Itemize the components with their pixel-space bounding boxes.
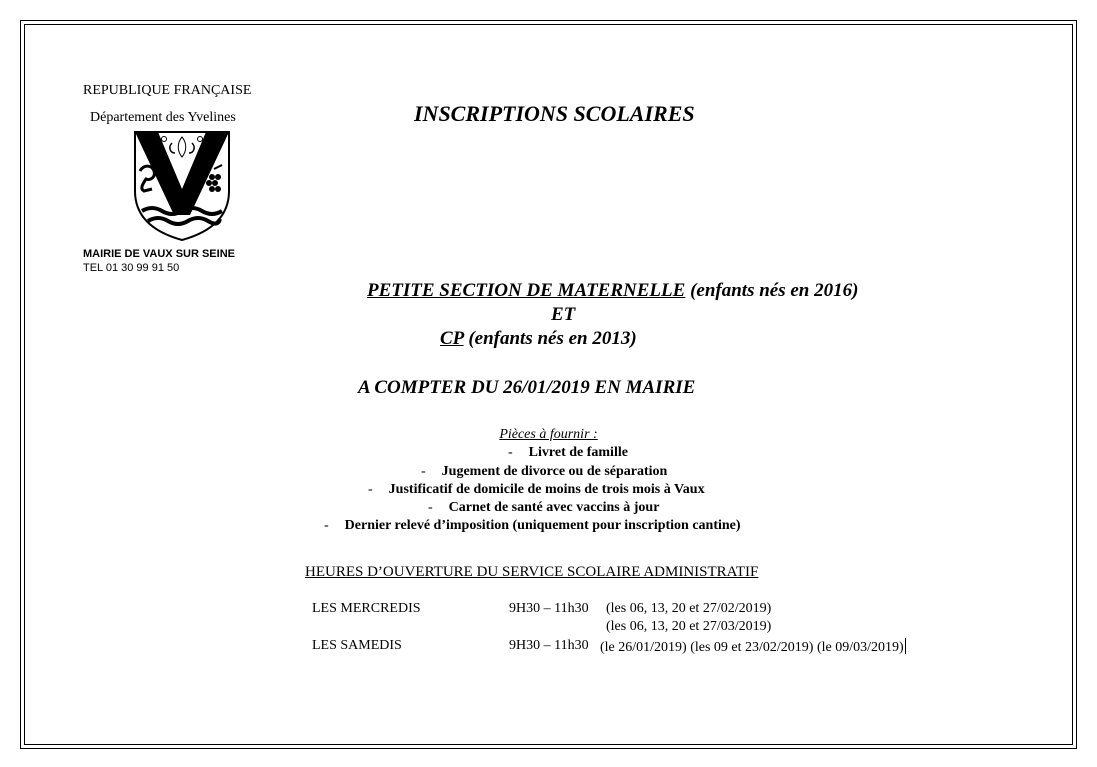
republic-label: REPUBLIQUE FRANÇAISE (83, 83, 252, 98)
documents-heading: Pièces à fournir : (499, 427, 598, 442)
saturday-time: 9H30 – 11h30 (509, 638, 589, 653)
saturday-dates-line (600, 638, 906, 656)
document-label: Carnet de santé avec vaccins à jour (448, 500, 660, 515)
cp-detail: (enfants nés en 2013) (463, 328, 637, 349)
ps-label: PETITE SECTION DE MATERNELLE (367, 280, 686, 301)
wednesday-label: LES MERCREDIS (312, 601, 421, 616)
document-item (428, 500, 659, 516)
text-cursor (905, 638, 906, 654)
hours-heading: HEURES D’OUVERTURE DU SERVICE SCOLAIRE ADMINISTRATIF (305, 564, 759, 580)
bullet-dash: - (324, 518, 329, 533)
document-item (368, 482, 705, 498)
bullet-dash: - (508, 445, 513, 460)
department-label: Département des Yvelines (90, 110, 236, 125)
document-label: Jugement de divorce ou de séparation (441, 464, 668, 479)
bullet-dash: - (428, 500, 433, 515)
bullet-dash: - (421, 464, 426, 479)
saturday-label: LES SAMEDIS (312, 638, 402, 653)
coat-of-arms-logo (132, 129, 232, 243)
mairie-name: MAIRIE DE VAUX SUR SEINE (83, 248, 235, 260)
cp-line (440, 328, 637, 350)
document-item (421, 464, 667, 480)
page-title: INSCRIPTIONS SCOLAIRES (414, 101, 695, 126)
cp-label: CP (440, 328, 464, 349)
ps-detail: (enfants nés en 2016) (685, 280, 859, 301)
document-label: Justificatif de domicile de moins de trois mois à Vaux (388, 482, 705, 497)
document-item (508, 445, 628, 461)
document-label: Livret de famille (528, 445, 628, 460)
saturday-dates: (le 26/01/2019) (les 09 et 23/02/2019) (le 09/03/2019) (600, 640, 904, 655)
start-date-line: A COMPTER DU 26/01/2019 EN MAIRIE (358, 377, 696, 398)
wednesday-time: 9H30 – 11h30 (509, 601, 589, 616)
et-line: ET (551, 304, 576, 325)
bullet-dash: - (368, 482, 373, 497)
wednesday-dates-feb: (les 06, 13, 20 et 27/02/2019) (606, 601, 772, 616)
document-label: Dernier relevé d’imposition (uniquement pour inscription cantine) (344, 518, 741, 533)
wednesday-dates-mar: (les 06, 13, 20 et 27/03/2019) (606, 619, 772, 634)
mairie-phone: TEL 01 30 99 91 50 (83, 262, 180, 274)
ps-line (367, 280, 858, 302)
document-item (324, 518, 741, 534)
